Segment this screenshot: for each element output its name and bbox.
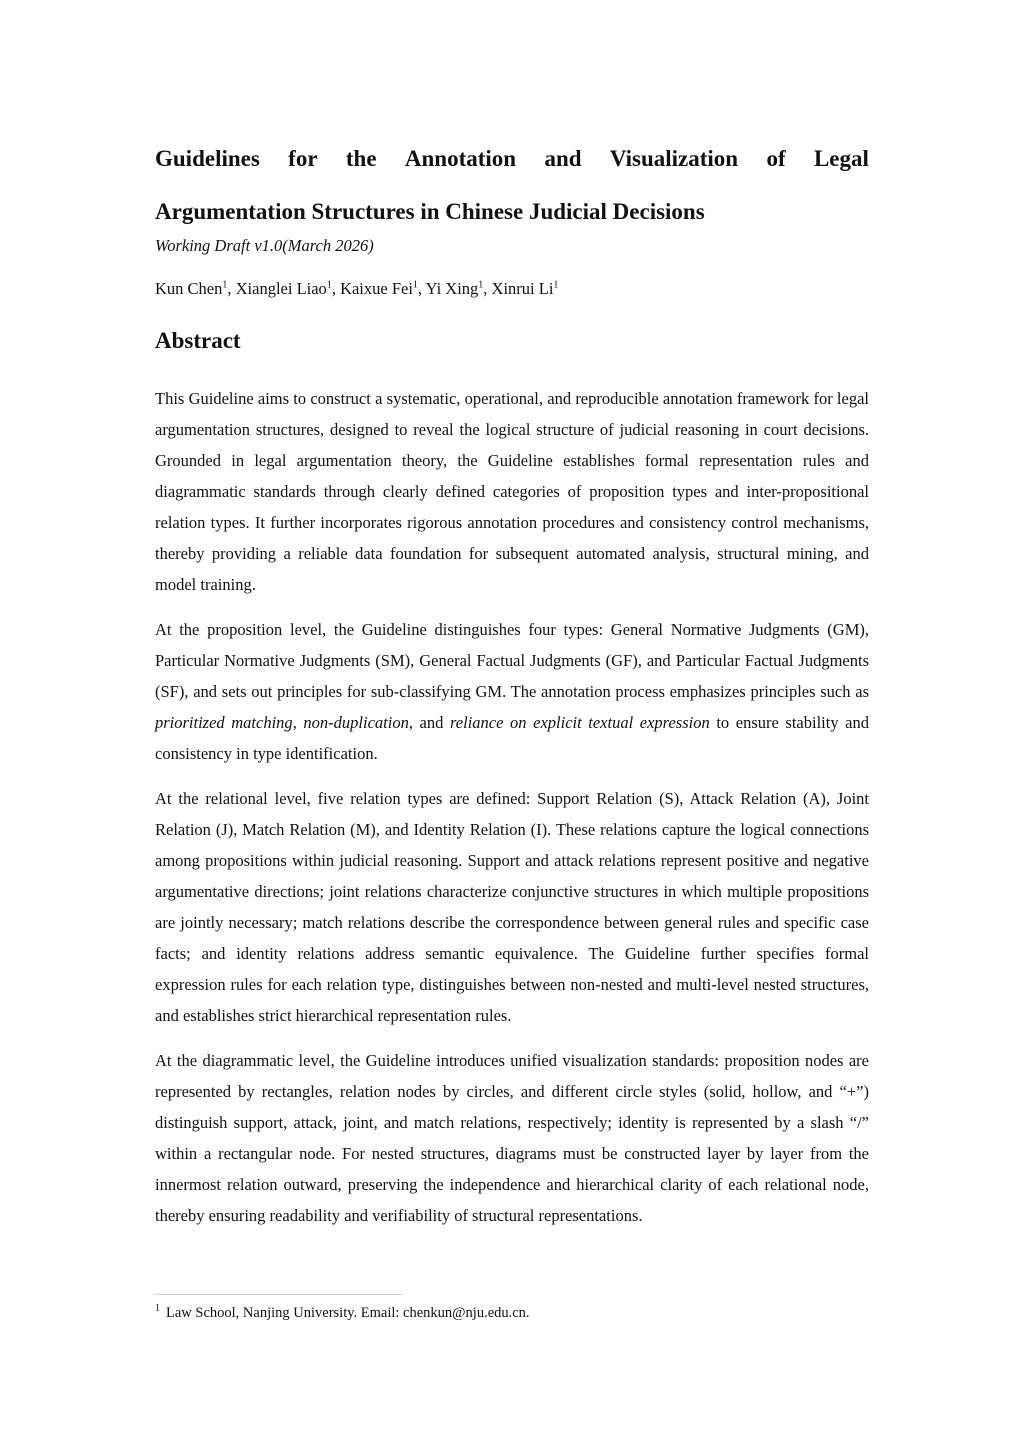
author-separator: , [417, 279, 426, 298]
affiliation-mark: 1 [412, 279, 418, 291]
abstract-paragraph: At the relational level, five relation types are defined: Support Relation (S), Attack Relation (A), Joint Relation (J), Match Relation (M), and Identity Relation (I). These relations capture the logical connections among propositions within judicial reasoning. Support and attack relations represent positive and negative argumentative directions; joint relations characterize conjunctive structures in which multiple propositions are jointly necessary; match relations describe the correspondence between general rules and specific case facts; and identity relations address semantic equivalence. The Guideline further specifies formal expression rules for each relation type, distinguishes between non-nested and multi-level nested structures, and establishes strict hierarchical representation rules. [155, 789, 869, 1025]
paragraph-text: to ensure stability and consistency in type identification. [155, 713, 870, 763]
author-separator: , [483, 279, 492, 298]
abstract-paragraph: This Guideline aims to construct a systematic, operational, and reproducible annotation framework for legal argumentation structures, designed to reveal the logical structure of judicial reasoning in court decisions. Grounded in legal argumentation theory, the Guideline establishes formal representation rules and diagrammatic standards through clearly defined categories of proposition types and inter-propositional relation types. It further incorporates rigorous annotation procedures and consistency control mechanisms, thereby providing a reliable data foundation for subsequent automated analysis, structural mining, and model training. [155, 389, 869, 594]
working-draft-subtitle: Working Draft v1.0(March 2026) [155, 236, 374, 255]
emphasis-text: reliance on explicit textual expression [449, 713, 710, 732]
abstract-paragraph: At the diagrammatic level, the Guideline introduces unified visualization standards: proposition nodes are represented by rectangles, relation nodes by circles, and different circle styles (solid, hollow, and “+”) distinguish support, attack, joint, and match relations, respectively; identity is represented by a slash “/” within a rectangular node. For nested structures, diagrams must be constructed layer by layer from the innermost relation outward, preserving the independence and hierarchical clarity of each relational node, thereby ensuring readability and verifiability of structural representations. [155, 1051, 869, 1225]
author-name: Kun Chen [155, 279, 223, 298]
paragraph-text: , and [408, 713, 450, 732]
title-word: the [345, 146, 377, 171]
author-name: Kaixue Fei [340, 279, 413, 298]
paragraph-text: , [292, 713, 304, 732]
paragraph-text: At the proposition level, the Guideline distinguishes four types: General Normative Judgments (GM), Particular Normative Judgments (SM), General Factual Judgments (GF), and Particular Factual Judgments (SF), and sets out principles for sub-classifying GM. The annotation process emphasizes principles such as [155, 620, 869, 701]
author-list [155, 279, 558, 299]
author-separator: , [227, 279, 236, 298]
author-name: Yi Xing [425, 279, 479, 298]
title-word: and [544, 146, 582, 171]
author-name: Xinrui Li [491, 279, 554, 298]
abstract-body [155, 383, 869, 1245]
affiliation-mark: 1 [553, 279, 559, 291]
affiliation-mark: 1 [222, 279, 228, 291]
author-name: Xianglei Liao [235, 279, 327, 298]
title-line-1 [155, 132, 869, 185]
paper-title [155, 132, 869, 238]
affiliation-mark: 1 [326, 279, 332, 291]
title-word: of [766, 146, 786, 171]
footnote-text: Law School, Nanjing University. Email: chenkun@nju.edu.cn. [166, 1305, 530, 1321]
footnote [155, 1305, 530, 1322]
emphasis-text: non-duplication [303, 713, 409, 732]
abstract-heading: Abstract [155, 328, 241, 353]
title-word: Guidelines [155, 146, 260, 171]
title-line-2: Argumentation Structures in Chinese Judicial Decisions [155, 199, 705, 224]
emphasis-text: prioritized matching [155, 713, 293, 732]
author-separator: , [331, 279, 341, 298]
title-word: Visualization [609, 146, 739, 171]
title-word: for [288, 146, 318, 171]
title-word: Legal [813, 146, 869, 171]
footnote-divider [155, 1294, 403, 1295]
footnote-mark: 1 [155, 1303, 160, 1315]
affiliation-mark: 1 [478, 279, 484, 291]
abstract-paragraph [155, 614, 869, 769]
title-word: Annotation [404, 146, 517, 171]
